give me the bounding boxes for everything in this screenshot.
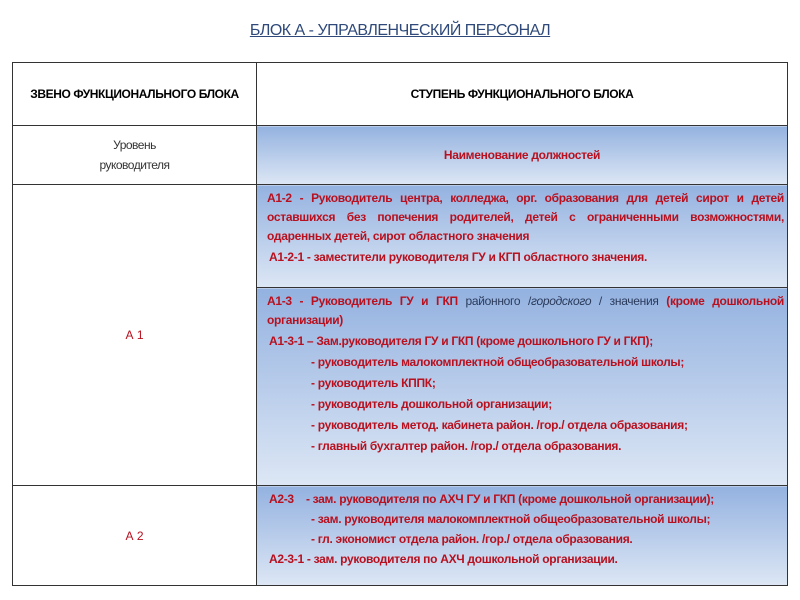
a2-3-1-text: А2-3-1 - зам. руководителя по АХЧ дошкольной организации.	[269, 552, 618, 566]
header-col2: СТУПЕНЬ ФУНКЦИОНАЛЬНОГО БЛОКА	[257, 63, 788, 126]
table-row	[13, 185, 788, 288]
list-item: - гл. экономист отдела район. /гор./ отдела образования.	[311, 532, 633, 546]
list-item: - главный бухгалтер район. /гор./ отдела образования.	[311, 439, 622, 453]
a1-2-text: А1-2 - Руководитель центра, колледжа, орг. образования для детей сирот и детей оставшихся без попечения родителей, детей с ограниченными возможностями, одаренных детей, сирот областного значения	[267, 191, 784, 243]
page-title: БЛОК А - УПРАВЛЕНЧЕСКИЙ ПЕРСОНАЛ	[249, 22, 551, 39]
list-item: - руководитель КППК;	[311, 376, 436, 390]
level-a1: А 1	[13, 185, 257, 486]
list-item: - руководитель малокомплектной общеобразовательной школы;	[311, 355, 685, 369]
table-row	[13, 486, 788, 586]
header-col1: ЗВЕНО ФУНКЦИОНАЛЬНОГО БЛОКА	[13, 63, 257, 126]
a1-3-significance: / значения	[591, 294, 667, 308]
level-a2: А 2	[13, 486, 257, 586]
list-item: - зам. руководителя малокомплектной общеобразовательной школы;	[311, 512, 711, 526]
subheader-col1-line2: руководителя	[99, 158, 170, 172]
table-header-row	[13, 63, 788, 126]
cell-a1-2	[257, 185, 788, 288]
a1-2-1-text: А1-2-1 - заместители руководителя ГУ и КГП областного значения.	[269, 250, 648, 264]
subheader-col2: Наименование должностей	[257, 126, 788, 185]
a1-3-city: городского	[530, 294, 592, 308]
subheader-row	[13, 126, 788, 185]
cell-a2-3	[257, 486, 788, 586]
list-item: - руководитель метод. кабинета район. /гор./ отдела образования;	[311, 418, 688, 432]
list-item: - руководитель дошкольной организации;	[311, 397, 552, 411]
a1-3-regional: районного /	[465, 294, 531, 308]
positions-table	[12, 62, 788, 586]
a1-3-except: (кроме дошкольной организации)	[267, 294, 785, 327]
a1-3-1-text: А1-3-1 – Зам.руководителя ГУ и ГКП (кроме дошкольного ГУ и ГКП);	[269, 334, 653, 348]
subheader-col1	[13, 126, 257, 185]
a2-3-text: А2-3 - зам. руководителя по АХЧ ГУ и ГКП (кроме дошкольной организации);	[269, 492, 714, 506]
cell-a1-3	[257, 288, 788, 486]
a1-3-text	[261, 292, 784, 330]
a1-3-code: А1-3 - Руководитель ГУ и ГКП	[267, 294, 466, 308]
subheader-col1-line1: Уровень	[113, 138, 156, 152]
